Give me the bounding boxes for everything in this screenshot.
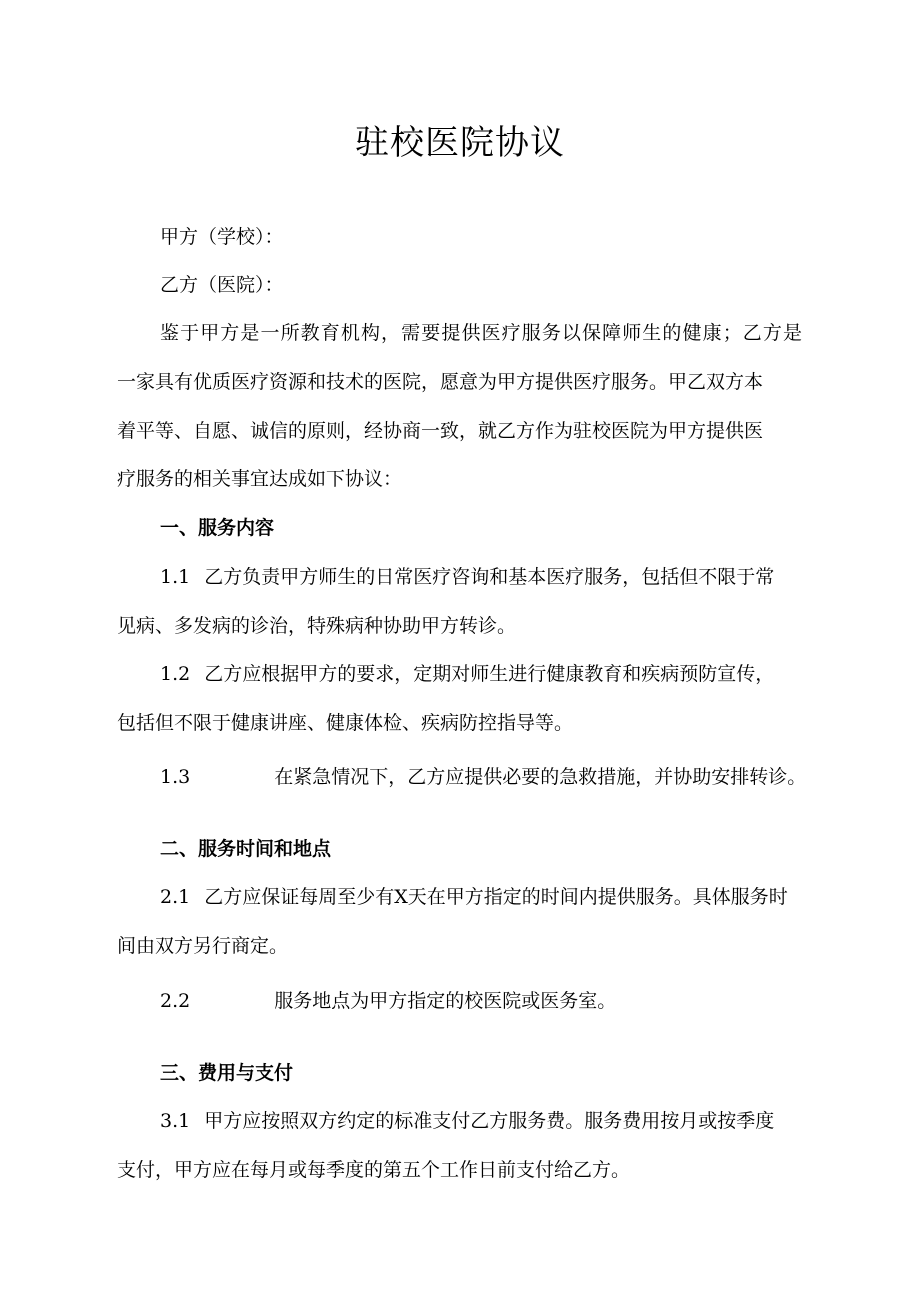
clause-1-1-continuation: 见病、多发病的诊治，特殊病种协助甲方转诊。	[117, 615, 517, 637]
clause-text: 在紧急情况下，乙方应提供必要的急救措施，并协助安排转诊。	[274, 766, 807, 788]
section-1-heading: 一、服务内容	[160, 517, 275, 539]
clause-text: 乙方负责甲方师生的日常医疗咨询和基本医疗服务，包括但不限于常	[204, 566, 775, 588]
clause-number: 1.1	[160, 566, 191, 588]
clause-text: 甲方应按照双方约定的标准支付乙方服务费。服务费用按月或按季度	[204, 1110, 775, 1132]
clause-1-2-continuation: 包括但不限于健康讲座、健康体检、疾病防控指导等。	[117, 712, 574, 734]
party-a-label: 甲方（学校）：	[160, 226, 284, 248]
preamble-line-1: 鉴于甲方是一所教育机构，需要提供医疗服务以保障师生的健康；乙方是	[160, 322, 802, 344]
preamble-line-4: 疗服务的相关事宜达成如下协议：	[117, 468, 403, 490]
clause-1-2	[160, 659, 774, 689]
clause-number: 1.3	[160, 766, 191, 788]
clause-1-1	[160, 562, 774, 592]
clause-2-2	[160, 986, 616, 1016]
clause-3-1-continuation: 支付，甲方应在每月或每季度的第五个工作日前支付给乙方。	[117, 1159, 631, 1181]
clause-number: 3.1	[160, 1110, 191, 1132]
party-b-label: 乙方（医院）：	[160, 274, 284, 296]
clause-2-1-continuation: 间由双方另行商定。	[117, 935, 289, 957]
clause-number: 2.2	[160, 990, 191, 1012]
preamble-line-2: 一家具有优质医疗资源和技术的医院，愿意为甲方提供医疗服务。甲乙双方本	[117, 371, 764, 393]
clause-3-1	[160, 1106, 774, 1136]
clause-2-1	[160, 882, 788, 912]
clause-text: 乙方应保证每周至少有X天在甲方指定的时间内提供服务。具体服务时	[204, 886, 788, 908]
section-2-heading: 二、服务时间和地点	[160, 838, 332, 860]
clause-1-3	[160, 762, 806, 792]
document-title: 驻校医院协议	[355, 123, 565, 163]
preamble-line-3: 着平等、自愿、诚信的原则，经协商一致，就乙方作为驻校医院为甲方提供医	[117, 420, 764, 442]
section-3-heading: 三、费用与支付	[160, 1062, 294, 1084]
clause-text: 乙方应根据甲方的要求，定期对师生进行健康教育和疾病预防宣传，	[204, 663, 775, 685]
clause-number: 1.2	[160, 663, 191, 685]
clause-text: 服务地点为甲方指定的校医院或医务室。	[274, 990, 617, 1012]
clause-number: 2.1	[160, 886, 191, 908]
